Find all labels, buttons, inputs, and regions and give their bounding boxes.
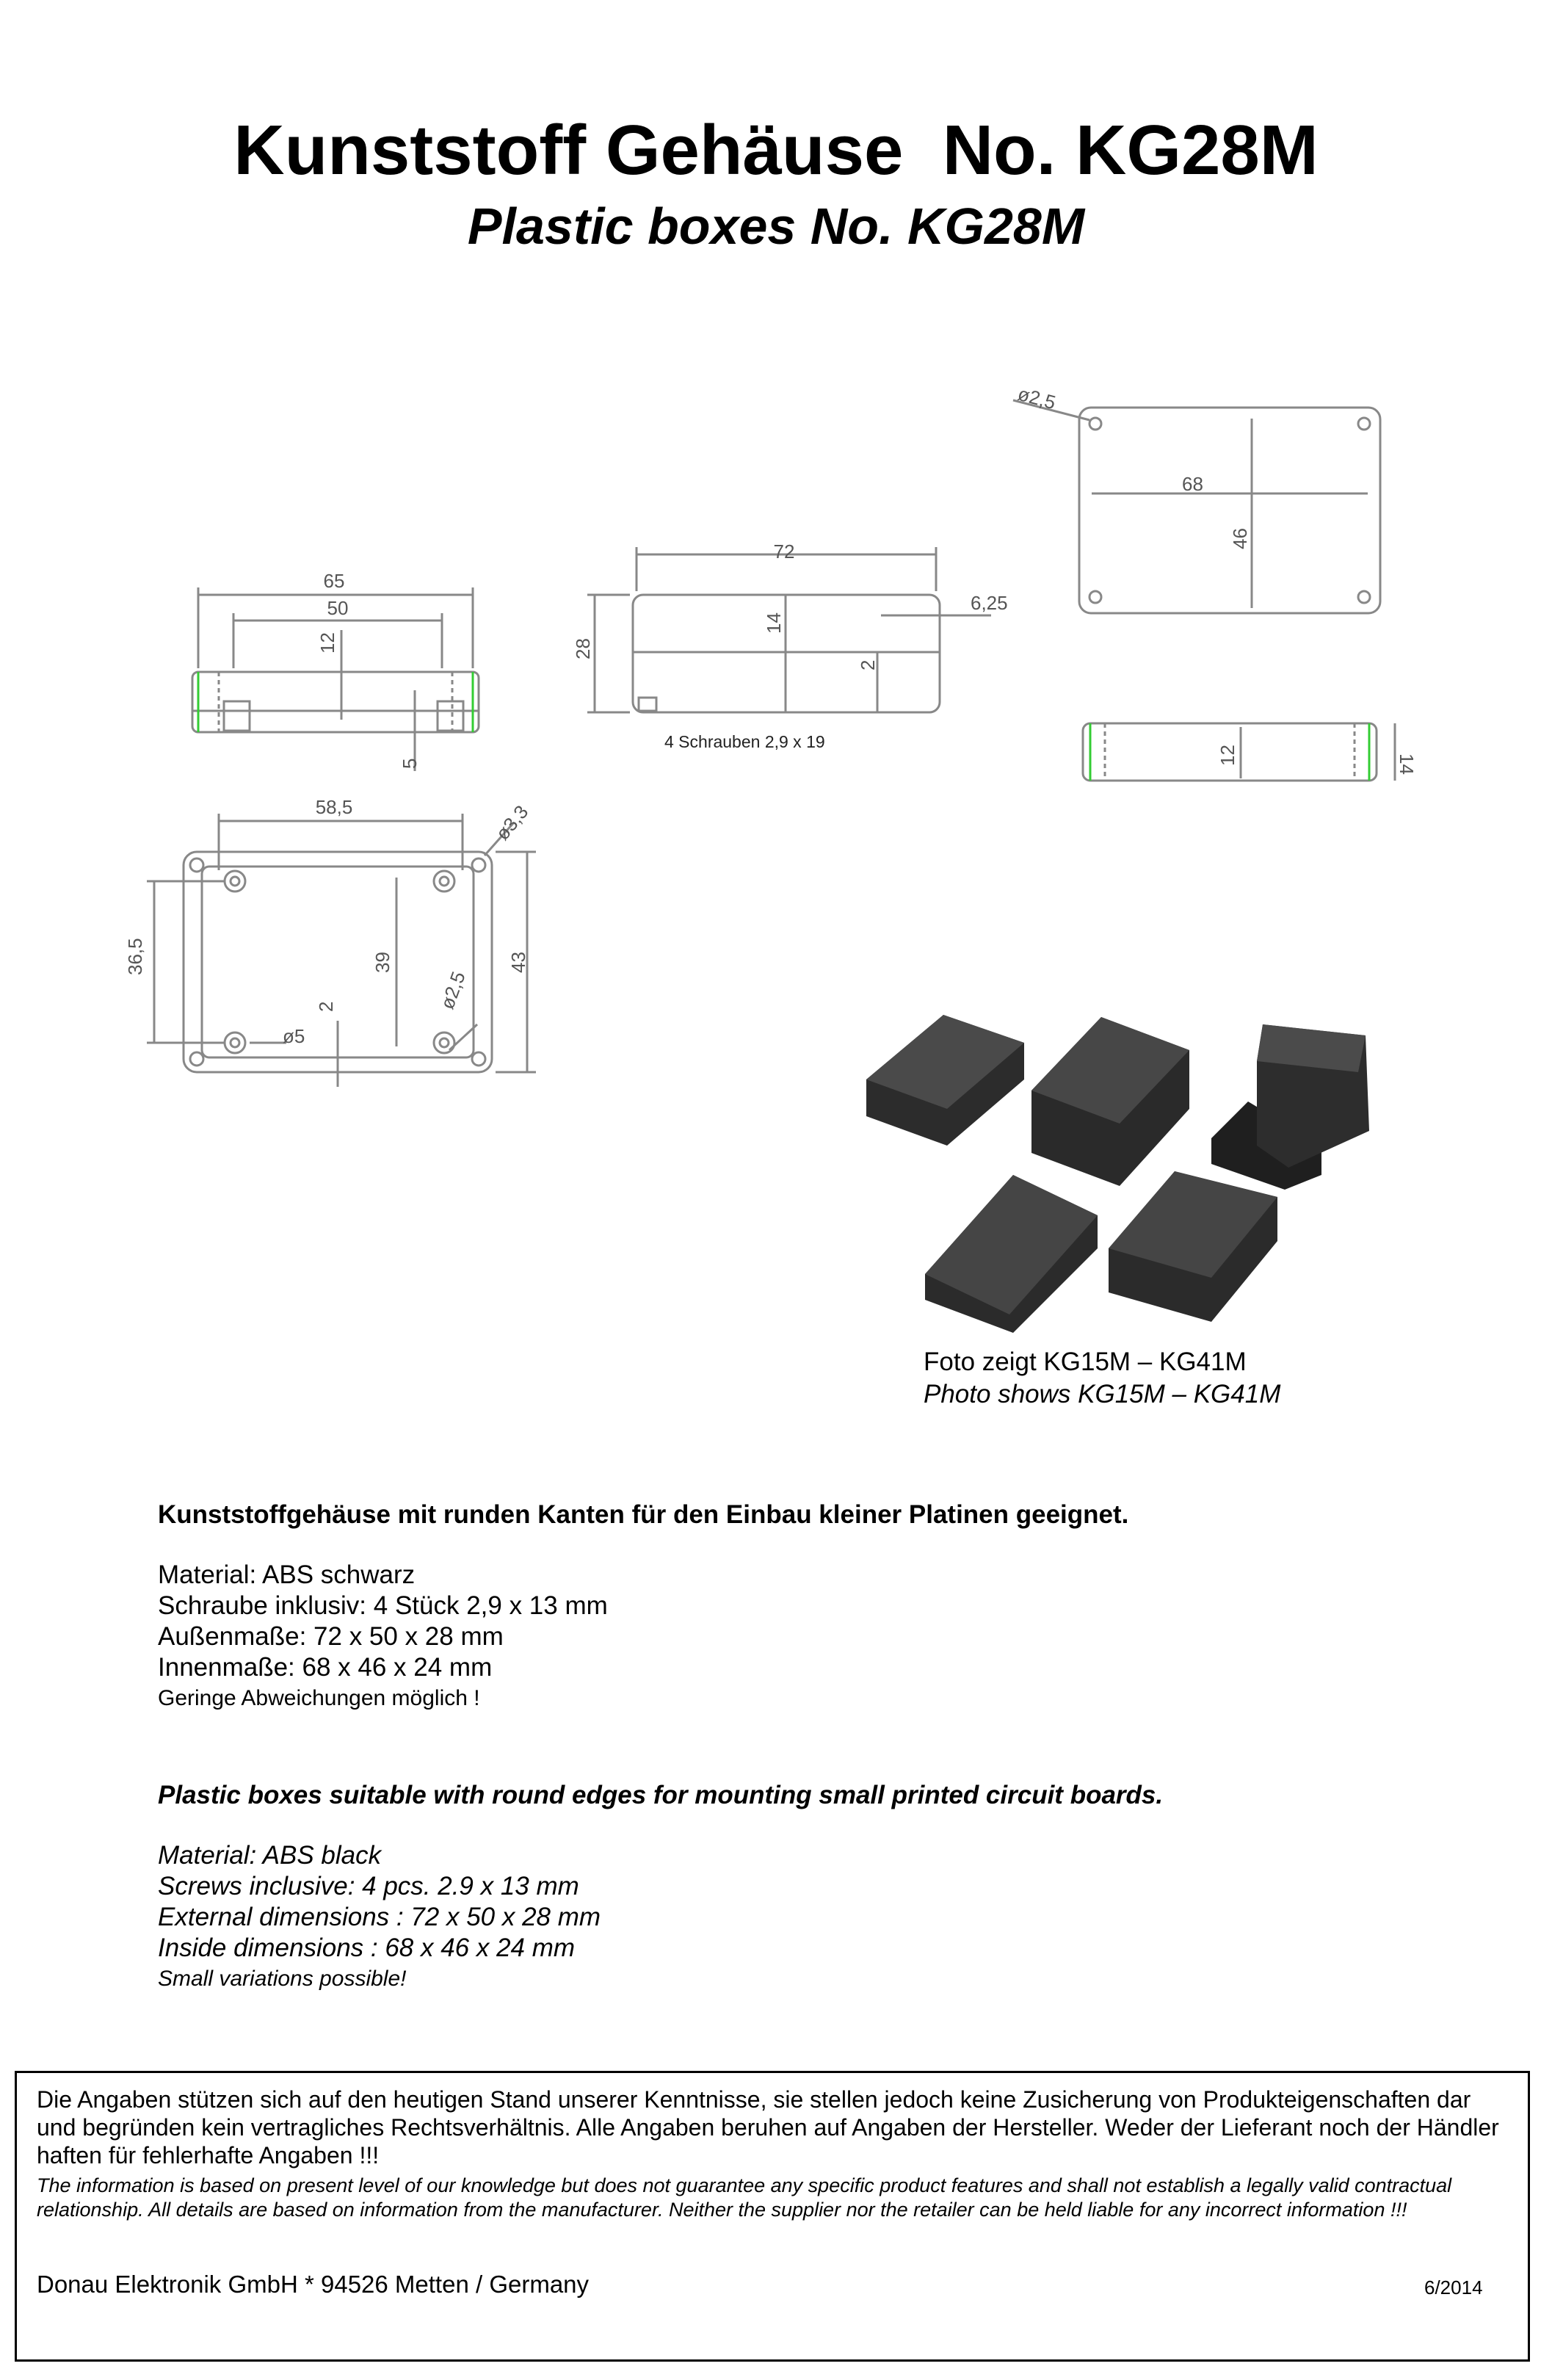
photo-caption [924,1346,1280,1411]
page-title: Kunststoff Gehäuse No. KG28M [233,111,1319,189]
dim-2-front: 2 [857,659,879,670]
material-de: Material: ABS schwarz [158,1560,416,1589]
end-view-drawing [1083,723,1395,781]
dim-46: 46 [1229,528,1251,549]
document-date: 6/2014 [1424,2276,1483,2298]
dim-5: 5 [399,758,421,769]
top-view-drawing [1013,400,1380,613]
dim-28: 28 [572,638,594,659]
dim-14-front: 14 [763,612,785,634]
disclaimer-en: The information is based on present level of our knowledge but does not guarantee any specific product features and shall not establish a legally valid contractual relationship. All details are based on information from the manufacturer. Neither the supplier nor the retailer can be held liable for any incorrect information !!! [37,2174,1452,2221]
page-subtitle: Plastic boxes No. KG28M [467,198,1085,255]
front-view-drawing [587,547,991,712]
dim-43: 43 [507,952,529,973]
product-photo [866,1015,1369,1333]
outer-dimensions-de: Außenmaße: 72 x 50 x 28 mm [158,1622,504,1651]
box-5 [1109,1171,1277,1322]
photo-caption-de: Foto zeigt KG15M – KG41M [924,1348,1247,1376]
variation-note-en: Small variations possible! [158,1967,407,1991]
box-3-open [1211,1024,1369,1190]
technical-drawings [0,352,1552,1454]
dim-phi-5: ø5 [283,1025,305,1047]
dim-65: 65 [323,570,345,592]
dim-6-25: 6,25 [971,592,1008,614]
dim-68: 68 [1182,473,1203,495]
screws-en: Screws inclusive: 4 pcs. 2.9 x 13 mm [158,1872,579,1900]
dim-12-side: 12 [316,632,338,654]
dim-36-5: 36,5 [124,938,146,975]
bottom-view-drawing [147,814,536,1087]
dim-72: 72 [773,540,795,563]
dim-phi-2-5-top: ø2,5 [1015,382,1059,414]
material-en: Material: ABS black [158,1841,382,1870]
dim-2-bottom: 2 [315,1001,337,1012]
box-1 [866,1015,1024,1146]
product-description [158,1500,1443,1994]
description-heading-de: Kunststoffgehäuse mit runden Kanten für den Einbau kleiner Platinen geeignet. [158,1500,1129,1529]
inner-dimensions-de: Innenmaße: 68 x 46 x 24 mm [158,1653,493,1682]
inner-dimensions-en: Inside dimensions : 68 x 46 x 24 mm [158,1934,576,1962]
dim-50: 50 [327,597,349,619]
box-4 [925,1175,1098,1333]
disclaimer-de: Die Angaben stützen sich auf den heutigen Stand unserer Kenntnisse, sie stellen jedoch keine Zusicherung von Produkteigenschaften dar und begründen kein vertragliches Rechtsverhältnis. Alle Angaben beruhen auf Angaben der Hersteller. Weder der Lieferant noch der Händler haften für fehlerhafte Angaben !!! [37,2086,1499,2169]
company-address: Donau Elektronik GmbH * 94526 Metten / Germany [37,2271,590,2298]
dim-phi-3-3: ø3,3 [491,800,533,844]
dim-58-5: 58,5 [315,796,353,818]
dim-14-end: 14 [1396,753,1418,775]
dim-phi-2-5-bottom: ø2,5 [435,969,470,1013]
box-2 [1031,1017,1189,1186]
dim-12-end: 12 [1216,745,1239,766]
description-heading-en: Plastic boxes suitable with round edges for mounting small printed circuit boards. [158,1781,1164,1809]
outer-dimensions-en: External dimensions : 72 x 50 x 28 mm [158,1903,601,1931]
variation-note-de: Geringe Abweichungen möglich ! [158,1686,480,1710]
screws-de: Schraube inklusiv: 4 Stück 2,9 x 13 mm [158,1591,608,1620]
dim-39: 39 [371,952,394,973]
photo-caption-en: Photo shows KG15M – KG41M [924,1380,1281,1408]
screw-note: 4 Schrauben 2,9 x 19 [664,732,825,751]
